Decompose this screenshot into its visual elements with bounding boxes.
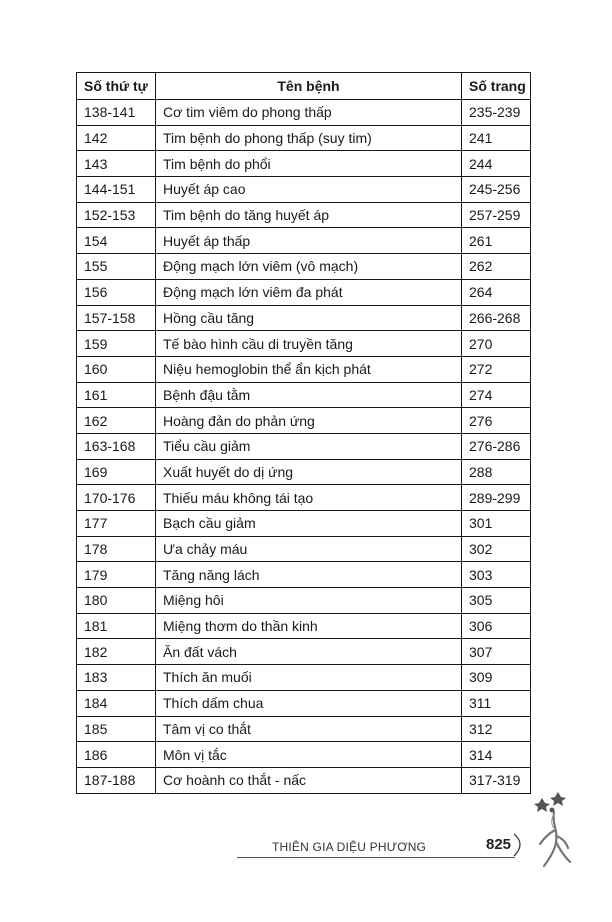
row-number: 184 <box>77 690 156 716</box>
book-title: THIÊN GIA DIỆU PHƯƠNG <box>272 840 427 854</box>
row-page: 289-299 <box>462 485 531 511</box>
table-row <box>77 151 531 177</box>
row-disease-name: Miệng hôi <box>156 588 462 614</box>
row-number: 170-176 <box>77 485 156 511</box>
row-disease-name: Ăn đất vách <box>156 639 462 665</box>
table-row <box>77 202 531 228</box>
table-row <box>77 356 531 382</box>
row-page: 314 <box>462 742 531 768</box>
row-number: 155 <box>77 254 156 280</box>
footer-rule <box>237 857 515 858</box>
row-disease-name: Hồng cầu tăng <box>156 305 462 331</box>
row-number: 142 <box>77 125 156 151</box>
table-row <box>77 485 531 511</box>
row-disease-name: Tim bệnh do tăng huyết áp <box>156 202 462 228</box>
row-number: 182 <box>77 639 156 665</box>
table-row <box>77 279 531 305</box>
row-page: 301 <box>462 511 531 537</box>
row-number: 162 <box>77 408 156 434</box>
table-row <box>77 228 531 254</box>
table-row <box>77 433 531 459</box>
table-row <box>77 254 531 280</box>
row-disease-name: Thích ăn muối <box>156 665 462 691</box>
row-disease-name: Huyết áp cao <box>156 177 462 203</box>
row-disease-name: Huyết áp thấp <box>156 228 462 254</box>
row-number: 186 <box>77 742 156 768</box>
row-disease-name: Tim bệnh do phổi <box>156 151 462 177</box>
row-page: 309 <box>462 665 531 691</box>
row-number: 144-151 <box>77 177 156 203</box>
page-number: 825 <box>486 836 512 853</box>
row-page: 270 <box>462 331 531 357</box>
row-page: 288 <box>462 459 531 485</box>
row-page: 305 <box>462 588 531 614</box>
table-row <box>77 177 531 203</box>
row-page: 241 <box>462 125 531 151</box>
table-row <box>77 331 531 357</box>
row-page: 276 <box>462 408 531 434</box>
row-number: 138-141 <box>77 100 156 126</box>
table-row <box>77 742 531 768</box>
row-disease-name: Thiếu máu không tái tạo <box>156 485 462 511</box>
row-number: 169 <box>77 459 156 485</box>
row-disease-name: Tâm vị co thắt <box>156 716 462 742</box>
row-number: 177 <box>77 511 156 537</box>
row-disease-name: Môn vị tắc <box>156 742 462 768</box>
row-page: 276-286 <box>462 433 531 459</box>
table-row <box>77 562 531 588</box>
row-number: 180 <box>77 588 156 614</box>
row-page: 262 <box>462 254 531 280</box>
row-number: 161 <box>77 382 156 408</box>
row-page: 311 <box>462 690 531 716</box>
row-number: 154 <box>77 228 156 254</box>
table-row <box>77 767 531 793</box>
row-page: 244 <box>462 151 531 177</box>
row-page: 266-268 <box>462 305 531 331</box>
row-disease-name: Cơ hoành co thắt - nấc <box>156 767 462 793</box>
table-row <box>77 536 531 562</box>
row-disease-name: Hoàng đản do phản ứng <box>156 408 462 434</box>
row-number: 185 <box>77 716 156 742</box>
table-row <box>77 588 531 614</box>
row-disease-name: Xuất huyết do dị ứng <box>156 459 462 485</box>
row-disease-name: Tăng năng lách <box>156 562 462 588</box>
row-disease-name: Tim bệnh do phong thấp (suy tim) <box>156 125 462 151</box>
table-row <box>77 100 531 126</box>
row-number: 163-168 <box>77 433 156 459</box>
row-disease-name: Động mạch lớn viêm đa phát <box>156 279 462 305</box>
table-row <box>77 125 531 151</box>
row-disease-name: Cơ tim viêm do phong thấp <box>156 100 462 126</box>
row-disease-name: Tế bào hình cầu di truyền tăng <box>156 331 462 357</box>
row-disease-name: Niệu hemoglobin thể ẩn kịch phát <box>156 356 462 382</box>
row-page: 317-319 <box>462 767 531 793</box>
row-disease-name: Bệnh đậu tằm <box>156 382 462 408</box>
row-page: 306 <box>462 613 531 639</box>
table-row <box>77 639 531 665</box>
row-page: 307 <box>462 639 531 665</box>
row-page: 302 <box>462 536 531 562</box>
row-number: 157-158 <box>77 305 156 331</box>
table-body <box>77 100 531 794</box>
row-disease-name: Ưa chảy máu <box>156 536 462 562</box>
row-page: 274 <box>462 382 531 408</box>
table-row <box>77 613 531 639</box>
row-page: 261 <box>462 228 531 254</box>
ginseng-icon <box>528 790 580 870</box>
table-header-row <box>77 73 531 100</box>
row-number: 143 <box>77 151 156 177</box>
header-number: Số thứ tự <box>77 73 156 100</box>
table-row <box>77 716 531 742</box>
row-page: 235-239 <box>462 100 531 126</box>
row-number: 159 <box>77 331 156 357</box>
table-row <box>77 690 531 716</box>
row-page: 272 <box>462 356 531 382</box>
row-disease-name: Miệng thơm do thần kinh <box>156 613 462 639</box>
row-number: 160 <box>77 356 156 382</box>
row-number: 178 <box>77 536 156 562</box>
header-page: Số trang <box>462 73 531 100</box>
row-page: 257-259 <box>462 202 531 228</box>
row-disease-name: Bạch cầu giảm <box>156 511 462 537</box>
row-page: 303 <box>462 562 531 588</box>
table-row <box>77 511 531 537</box>
row-number: 183 <box>77 665 156 691</box>
row-disease-name: Tiểu cầu giảm <box>156 433 462 459</box>
row-page: 312 <box>462 716 531 742</box>
row-number: 187-188 <box>77 767 156 793</box>
table-row <box>77 665 531 691</box>
row-disease-name: Động mạch lớn viêm (vô mạch) <box>156 254 462 280</box>
row-number: 181 <box>77 613 156 639</box>
table-row <box>77 459 531 485</box>
header-disease-name: Tên bệnh <box>156 73 462 100</box>
row-disease-name: Thích dấm chua <box>156 690 462 716</box>
row-number: 156 <box>77 279 156 305</box>
table-row <box>77 305 531 331</box>
row-page: 245-256 <box>462 177 531 203</box>
table-row <box>77 408 531 434</box>
index-table <box>76 72 531 794</box>
row-number: 152-153 <box>77 202 156 228</box>
row-number: 179 <box>77 562 156 588</box>
table-row <box>77 382 531 408</box>
row-page: 264 <box>462 279 531 305</box>
